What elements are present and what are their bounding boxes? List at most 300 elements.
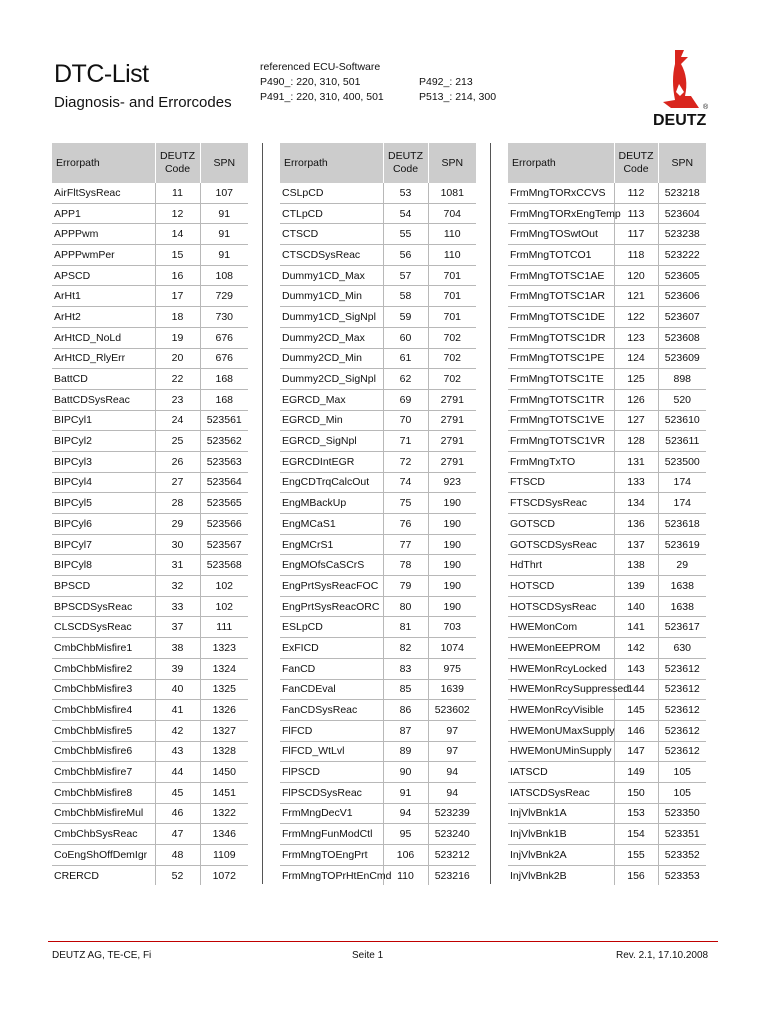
spn-cell: 523222 <box>658 245 706 266</box>
deutz-code-cell: 128 <box>614 431 658 452</box>
errorpath-cell: HWEMonUMaxSupply <box>508 720 614 741</box>
errorpath-cell: HOTSCD <box>508 576 614 597</box>
deutz-code-cell: 78 <box>383 555 428 576</box>
errorpath-cell: InjVlvBnk2A <box>508 845 614 866</box>
table-row <box>280 638 476 659</box>
ecu-reference-line: P492_: 213 <box>419 76 473 88</box>
errorpath-cell: CLSCDSysReac <box>52 617 155 638</box>
errorpath-cell: HWEMonEEPROM <box>508 638 614 659</box>
errorpath-cell: FrmMngFunModCtl <box>280 824 383 845</box>
spn-cell: 102 <box>200 576 248 597</box>
deutz-code-cell: 137 <box>614 534 658 555</box>
errorpath-cell: ESLpCD <box>280 617 383 638</box>
errorpath-cell: CRERCD <box>52 865 155 885</box>
spn-cell: 523610 <box>658 410 706 431</box>
errorpath-cell: HdThrt <box>508 555 614 576</box>
table-row <box>280 596 476 617</box>
table-row <box>52 493 248 514</box>
spn-cell: 190 <box>428 555 476 576</box>
deutz-code-cell: 12 <box>155 203 200 224</box>
table-row <box>52 245 248 266</box>
errorpath-cell: Dummy1CD_Max <box>280 265 383 286</box>
deutz-code-cell: 72 <box>383 451 428 472</box>
deutz-code-cell: 39 <box>155 658 200 679</box>
spn-cell: 94 <box>428 762 476 783</box>
ecu-reference-line: P513_: 214, 300 <box>419 91 497 103</box>
table-row <box>508 286 706 307</box>
table-row <box>280 720 476 741</box>
table-row <box>508 183 706 203</box>
spn-cell: 1074 <box>428 638 476 659</box>
deutz-code-cell: 141 <box>614 617 658 638</box>
deutz-code-cell: 87 <box>383 720 428 741</box>
errorpath-cell: CmbChbMisfire7 <box>52 762 155 783</box>
footer-rule <box>48 941 718 942</box>
spn-cell: 168 <box>200 389 248 410</box>
table-row <box>52 265 248 286</box>
errorpath-cell: CSLpCD <box>280 183 383 203</box>
table-row <box>52 679 248 700</box>
dtc-table-1 <box>52 143 248 885</box>
deutz-code-cell: 61 <box>383 348 428 369</box>
errorpath-cell: FrmMngTOSwtOut <box>508 224 614 245</box>
errorpath-cell: BIPCyl1 <box>52 410 155 431</box>
spn-cell: 190 <box>428 534 476 555</box>
table-row <box>280 865 476 885</box>
spn-cell: 523611 <box>658 431 706 452</box>
spn-cell: 523566 <box>200 514 248 535</box>
table-row <box>508 203 706 224</box>
table-divider <box>262 143 263 884</box>
table-row <box>280 265 476 286</box>
deutz-code-cell: 117 <box>614 224 658 245</box>
ecu-software-reference-right <box>419 75 496 105</box>
deutz-code-cell: 86 <box>383 700 428 721</box>
deutz-logo-text: DEUTZ <box>653 112 707 129</box>
ecu-reference-label: referenced ECU-Software <box>260 61 381 73</box>
errorpath-cell: EGRCD_SigNpl <box>280 431 383 452</box>
errorpath-cell: CmbChbMisfire5 <box>52 720 155 741</box>
table-row <box>508 307 706 328</box>
spn-cell: 523500 <box>658 451 706 472</box>
deutz-code-cell: 156 <box>614 865 658 885</box>
deutz-code-cell: 41 <box>155 700 200 721</box>
errorpath-cell: BPSCD <box>52 576 155 597</box>
errorpath-cell: IATSCD <box>508 762 614 783</box>
errorpath-cell: FanCDEval <box>280 679 383 700</box>
deutz-code-cell: 44 <box>155 762 200 783</box>
errorpath-cell: FrmMngTOTSC1AE <box>508 265 614 286</box>
spn-cell: 190 <box>428 493 476 514</box>
errorpath-cell: BattCDSysReac <box>52 389 155 410</box>
spn-cell: 105 <box>658 782 706 803</box>
deutz-code-cell: 43 <box>155 741 200 762</box>
errorpath-cell: HWEMonCom <box>508 617 614 638</box>
errorpath-cell: CmbChbMisfire4 <box>52 700 155 721</box>
errorpath-cell: HWEMonUMinSupply <box>508 741 614 762</box>
spn-cell: 97 <box>428 720 476 741</box>
table-row <box>52 762 248 783</box>
spn-cell: 97 <box>428 741 476 762</box>
table-row <box>508 762 706 783</box>
table-row <box>280 555 476 576</box>
table-divider <box>490 143 491 884</box>
table-row <box>52 431 248 452</box>
spn-cell: 523609 <box>658 348 706 369</box>
table-row <box>280 845 476 866</box>
spn-cell: 91 <box>200 203 248 224</box>
spn-header: SPN <box>658 143 706 183</box>
spn-header: SPN <box>428 143 476 183</box>
errorpath-cell: EGRCD_Max <box>280 389 383 410</box>
deutz-code-cell: 70 <box>383 410 428 431</box>
table-row <box>280 741 476 762</box>
table-row <box>508 224 706 245</box>
errorpath-cell: FrmMngTOEngPrt <box>280 845 383 866</box>
spn-cell: 94 <box>428 782 476 803</box>
errorpath-cell: BIPCyl4 <box>52 472 155 493</box>
spn-cell: 1324 <box>200 658 248 679</box>
deutz-code-cell: 53 <box>383 183 428 203</box>
table-row <box>52 576 248 597</box>
errorpath-cell: AirFltSysReac <box>52 183 155 203</box>
spn-cell: 523602 <box>428 700 476 721</box>
errorpath-cell: ArHt1 <box>52 286 155 307</box>
table-row <box>280 803 476 824</box>
errorpath-cell: InjVlvBnk1A <box>508 803 614 824</box>
table-row <box>52 286 248 307</box>
deutz-code-cell: 25 <box>155 431 200 452</box>
spn-cell: 523240 <box>428 824 476 845</box>
deutz-code-cell: 46 <box>155 803 200 824</box>
table-row <box>508 472 706 493</box>
spn-cell: 702 <box>428 327 476 348</box>
table-row <box>280 658 476 679</box>
spn-cell: 523612 <box>658 658 706 679</box>
deutz-code-cell: 28 <box>155 493 200 514</box>
spn-cell: 174 <box>658 493 706 514</box>
deutz-code-cell: 71 <box>383 431 428 452</box>
spn-cell: 701 <box>428 265 476 286</box>
table-row <box>52 617 248 638</box>
errorpath-cell: FrmMngTOTSC1VR <box>508 431 614 452</box>
errorpath-cell: FrmMngTxTO <box>508 451 614 472</box>
table-row <box>280 203 476 224</box>
deutz-code-cell: 15 <box>155 245 200 266</box>
errorpath-cell: IATSCDSysReac <box>508 782 614 803</box>
errorpath-cell: FrmMngTOTSC1TE <box>508 369 614 390</box>
deutz-code-cell: 48 <box>155 845 200 866</box>
errorpath-cell: FrmMngTOTSC1AR <box>508 286 614 307</box>
spn-cell: 523238 <box>658 224 706 245</box>
spn-cell: 110 <box>428 224 476 245</box>
errorpath-cell: EngMCaS1 <box>280 514 383 535</box>
spn-cell: 111 <box>200 617 248 638</box>
table-row <box>52 534 248 555</box>
deutz-code-cell: 59 <box>383 307 428 328</box>
errorpath-cell: BIPCyl7 <box>52 534 155 555</box>
spn-cell: 523607 <box>658 307 706 328</box>
deutz-code-cell: 24 <box>155 410 200 431</box>
errorpath-cell: APPPwm <box>52 224 155 245</box>
deutz-code-cell: 16 <box>155 265 200 286</box>
table-row <box>280 286 476 307</box>
errorpath-cell: CTLpCD <box>280 203 383 224</box>
deutz-code-cell: 30 <box>155 534 200 555</box>
deutz-code-cell: 20 <box>155 348 200 369</box>
deutz-code-cell: 150 <box>614 782 658 803</box>
table-row <box>280 514 476 535</box>
spn-cell: 523239 <box>428 803 476 824</box>
spn-cell: 1326 <box>200 700 248 721</box>
deutz-code-cell: 37 <box>155 617 200 638</box>
table-row <box>52 183 248 203</box>
spn-cell: 676 <box>200 348 248 369</box>
spn-cell: 703 <box>428 617 476 638</box>
ecu-software-reference <box>260 60 384 105</box>
errorpath-cell: ArHtCD_NoLd <box>52 327 155 348</box>
deutz-logo-icon <box>663 50 699 108</box>
spn-cell: 523568 <box>200 555 248 576</box>
spn-cell: 701 <box>428 307 476 328</box>
deutz-code-cell: 133 <box>614 472 658 493</box>
deutz-code-cell: 144 <box>614 679 658 700</box>
errorpath-cell: EngPrtSysReacORC <box>280 596 383 617</box>
table-row <box>508 741 706 762</box>
errorpath-cell: CmbChbMisfire8 <box>52 782 155 803</box>
deutz-code-cell: 149 <box>614 762 658 783</box>
errorpath-cell: FrmMngTOTSC1PE <box>508 348 614 369</box>
errorpath-cell: BIPCyl2 <box>52 431 155 452</box>
spn-cell: 174 <box>658 472 706 493</box>
errorpath-cell: CmbChbMisfire2 <box>52 658 155 679</box>
deutz-code-cell: 143 <box>614 658 658 679</box>
table-row <box>508 700 706 721</box>
deutz-code-cell: 60 <box>383 327 428 348</box>
ecu-reference-line: P490_: 220, 310, 501 <box>260 76 361 88</box>
table-row <box>508 824 706 845</box>
revision-info: Rev. 2.1, 17.10.2008 <box>616 950 709 961</box>
deutz-code-cell: 136 <box>614 514 658 535</box>
deutz-code-cell: 110 <box>383 865 428 885</box>
deutz-code-cell: 154 <box>614 824 658 845</box>
errorpath-cell: FrmMngTOTSC1VE <box>508 410 614 431</box>
deutz-code-cell: 69 <box>383 389 428 410</box>
table-row <box>280 576 476 597</box>
spn-cell: 730 <box>200 307 248 328</box>
errorpath-cell: FlFCD_WtLvl <box>280 741 383 762</box>
table-row <box>508 576 706 597</box>
table-row <box>52 348 248 369</box>
deutz-code-header: DEUTZ Code <box>383 143 428 183</box>
spn-cell: 523218 <box>658 183 706 203</box>
deutz-code-cell: 138 <box>614 555 658 576</box>
errorpath-cell: FrmMngTORxCCVS <box>508 183 614 203</box>
deutz-code-cell: 145 <box>614 700 658 721</box>
table-row <box>52 865 248 885</box>
deutz-code-cell: 142 <box>614 638 658 659</box>
errorpath-cell: CTSCD <box>280 224 383 245</box>
deutz-code-cell: 91 <box>383 782 428 803</box>
deutz-code-cell: 11 <box>155 183 200 203</box>
errorpath-header: Errorpath <box>508 143 614 183</box>
deutz-code-cell: 18 <box>155 307 200 328</box>
spn-cell: 29 <box>658 555 706 576</box>
errorpath-cell: FrmMngTORxEngTemp <box>508 203 614 224</box>
errorpath-cell: EGRCDIntEGR <box>280 451 383 472</box>
table-row <box>52 369 248 390</box>
errorpath-cell: Dummy2CD_SigNpl <box>280 369 383 390</box>
errorpath-cell: BattCD <box>52 369 155 390</box>
errorpath-cell: HWEMonRcySuppressed <box>508 679 614 700</box>
table-row <box>280 245 476 266</box>
spn-cell: 108 <box>200 265 248 286</box>
table-row <box>508 534 706 555</box>
errorpath-cell: FrmMngTOTSC1DE <box>508 307 614 328</box>
deutz-code-cell: 75 <box>383 493 428 514</box>
errorpath-cell: EGRCD_Min <box>280 410 383 431</box>
table-row <box>508 638 706 659</box>
errorpath-cell: BIPCyl6 <box>52 514 155 535</box>
deutz-code-cell: 45 <box>155 782 200 803</box>
registered-mark: ® <box>703 104 709 111</box>
table-row <box>52 700 248 721</box>
errorpath-cell: Dummy2CD_Min <box>280 348 383 369</box>
deutz-code-cell: 55 <box>383 224 428 245</box>
deutz-code-cell: 113 <box>614 203 658 224</box>
deutz-code-cell: 38 <box>155 638 200 659</box>
spn-cell: 1639 <box>428 679 476 700</box>
deutz-code-cell: 47 <box>155 824 200 845</box>
table-row <box>280 327 476 348</box>
spn-cell: 190 <box>428 596 476 617</box>
errorpath-cell: FlPSCDSysReac <box>280 782 383 803</box>
deutz-code-cell: 121 <box>614 286 658 307</box>
spn-cell: 523567 <box>200 534 248 555</box>
spn-cell: 523562 <box>200 431 248 452</box>
document-subtitle: Diagnosis- and Errorcodes <box>54 94 232 111</box>
dtc-table-3 <box>508 143 706 885</box>
errorpath-cell: APSCD <box>52 265 155 286</box>
errorpath-cell: GOTSCD <box>508 514 614 535</box>
deutz-code-cell: 82 <box>383 638 428 659</box>
deutz-code-cell: 127 <box>614 410 658 431</box>
spn-cell: 704 <box>428 203 476 224</box>
table-row <box>280 183 476 203</box>
deutz-code-cell: 80 <box>383 596 428 617</box>
deutz-code-cell: 95 <box>383 824 428 845</box>
table-row <box>52 782 248 803</box>
table-row <box>52 410 248 431</box>
errorpath-cell: GOTSCDSysReac <box>508 534 614 555</box>
spn-header: SPN <box>200 143 248 183</box>
table-row <box>508 720 706 741</box>
table-row <box>508 265 706 286</box>
errorpath-cell: CmbChbMisfire6 <box>52 741 155 762</box>
errorpath-cell: FrmMngTOTCO1 <box>508 245 614 266</box>
table-row <box>508 865 706 885</box>
errorpath-cell: EngMCrS1 <box>280 534 383 555</box>
spn-cell: 1327 <box>200 720 248 741</box>
deutz-code-cell: 22 <box>155 369 200 390</box>
spn-cell: 523212 <box>428 845 476 866</box>
deutz-code-cell: 26 <box>155 451 200 472</box>
spn-cell: 2791 <box>428 410 476 431</box>
errorpath-cell: ArHt2 <box>52 307 155 328</box>
table-row <box>280 451 476 472</box>
errorpath-cell: FanCD <box>280 658 383 679</box>
errorpath-cell: Dummy2CD_Max <box>280 327 383 348</box>
table-row <box>508 410 706 431</box>
deutz-code-cell: 83 <box>383 658 428 679</box>
spn-cell: 1081 <box>428 183 476 203</box>
deutz-code-cell: 27 <box>155 472 200 493</box>
spn-cell: 523350 <box>658 803 706 824</box>
spn-cell: 1322 <box>200 803 248 824</box>
errorpath-cell: FanCDSysReac <box>280 700 383 721</box>
deutz-code-cell: 79 <box>383 576 428 597</box>
deutz-code-cell: 85 <box>383 679 428 700</box>
deutz-code-cell: 123 <box>614 327 658 348</box>
table-row <box>280 679 476 700</box>
table-row <box>52 472 248 493</box>
spn-cell: 702 <box>428 348 476 369</box>
spn-cell: 923 <box>428 472 476 493</box>
errorpath-cell: APP1 <box>52 203 155 224</box>
errorpath-cell: FrmMngDecV1 <box>280 803 383 824</box>
table-row <box>508 451 706 472</box>
table-row <box>508 369 706 390</box>
deutz-code-cell: 134 <box>614 493 658 514</box>
deutz-code-cell: 155 <box>614 845 658 866</box>
spn-cell: 523565 <box>200 493 248 514</box>
table-row <box>280 410 476 431</box>
deutz-code-cell: 94 <box>383 803 428 824</box>
spn-cell: 523606 <box>658 286 706 307</box>
table-row <box>52 224 248 245</box>
table-row <box>508 658 706 679</box>
errorpath-cell: EngMBackUp <box>280 493 383 514</box>
spn-cell: 523619 <box>658 534 706 555</box>
deutz-code-cell: 147 <box>614 741 658 762</box>
spn-cell: 1346 <box>200 824 248 845</box>
deutz-code-cell: 32 <box>155 576 200 597</box>
spn-cell: 523612 <box>658 700 706 721</box>
deutz-code-cell: 33 <box>155 596 200 617</box>
table-row <box>52 596 248 617</box>
spn-cell: 2791 <box>428 431 476 452</box>
spn-cell: 102 <box>200 596 248 617</box>
deutz-code-cell: 14 <box>155 224 200 245</box>
table-row <box>280 617 476 638</box>
table-row <box>508 679 706 700</box>
spn-cell: 523612 <box>658 720 706 741</box>
errorpath-cell: InjVlvBnk1B <box>508 824 614 845</box>
deutz-code-cell: 122 <box>614 307 658 328</box>
deutz-code-cell: 77 <box>383 534 428 555</box>
table-row <box>508 514 706 535</box>
errorpath-cell: FrmMngTOTSC1TR <box>508 389 614 410</box>
deutz-code-cell: 76 <box>383 514 428 535</box>
table-row <box>280 307 476 328</box>
errorpath-cell: Dummy1CD_SigNpl <box>280 307 383 328</box>
deutz-code-cell: 89 <box>383 741 428 762</box>
spn-cell: 523561 <box>200 410 248 431</box>
table-row <box>508 617 706 638</box>
table-row <box>280 431 476 452</box>
errorpath-cell: BIPCyl8 <box>52 555 155 576</box>
spn-cell: 523604 <box>658 203 706 224</box>
